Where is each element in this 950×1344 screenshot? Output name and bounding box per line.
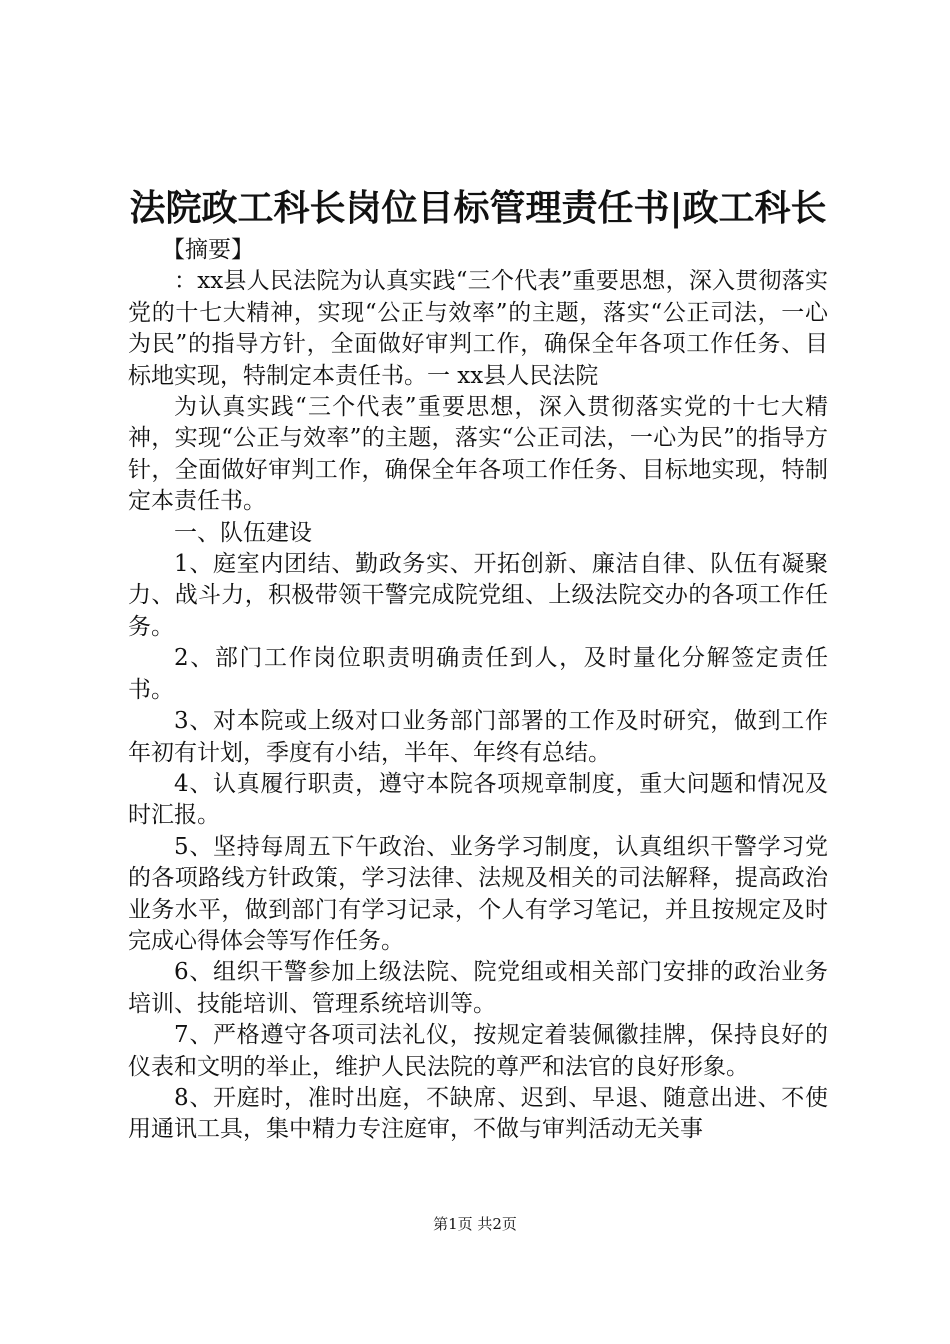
list-item-8: 8、开庭时，准时出庭，不缺席、迟到、早退、随意出进、不使用通讯工具，集中精力专注庭审，不做与审判活动无关事 — [128, 1084, 828, 1143]
list-item-4: 4、认真履行职责，遵守本院各项规章制度，重大问题和情况及时汇报。 — [128, 770, 828, 829]
page-number-footer: 第1页 共2页 — [433, 1215, 517, 1233]
list-item-6: 6、组织干警参加上级法院、院党组或相关部门安排的政治业务培训、技能培训、管理系统培训等。 — [128, 959, 828, 1017]
list-item-7: 7、严格遵守各项司法礼仪，按规定着装佩徽挂牌，保持良好的仪表和文明的举止，维护人民法院的尊严和法官的良好形象。 — [128, 1022, 828, 1080]
list-item-3: 3、对本院或上级对口业务部门部署的工作及时研究，做到工作年初有计划，季度有小结，半年、年终有总结。 — [128, 708, 828, 766]
list-item-1: 1、庭室内团结、勤政务实、开拓创新、廉洁自律、队伍有凝聚力、战斗力，积极带领干警完成院党组、上级法院交办的各项工作任务。 — [128, 551, 828, 640]
list-item-2: 2、部门工作岗位职责明确责任到人，及时量化分解签定责任书。 — [128, 645, 828, 703]
section-heading: 一、队伍建设 — [174, 519, 312, 546]
document-title: 法院政工科长岗位目标管理责任书|政工科长 — [129, 187, 827, 229]
list-item-5: 5、坚持每周五下午政治、业务学习制度，认真组织干警学习党的各项路线方针政策，学习法律、法规及相关的司法解释，提高政治业务水平，做到部门有学习记录，个人有学习笔记，并且按规定及时完成心得体会等写作任务。 — [128, 833, 828, 954]
intro-paragraph: 为认真实践“三个代表”重要思想，深入贯彻落实党的十七大精神，实现“公正与效率”的主题，落实“公正司法，一心为民”的指导方针，全面做好审判工作，确保全年各项工作任务、目标地实现，特制定本责任书。 — [128, 394, 828, 515]
abstract-paragraph: ：xx县人民法院为认真实践“三个代表”重要思想，深入贯彻落实党的十七大精神，实现“公正与效率”的主题，落实“公正司法，一心为民”的指导方针，全面做好审判工作，确保全年各项工作任务、目标地实现，特制定本责任书。一 xx县人民法院 — [128, 268, 828, 389]
document-body — [128, 235, 828, 1146]
abstract-label: 【摘要】 — [162, 237, 254, 263]
